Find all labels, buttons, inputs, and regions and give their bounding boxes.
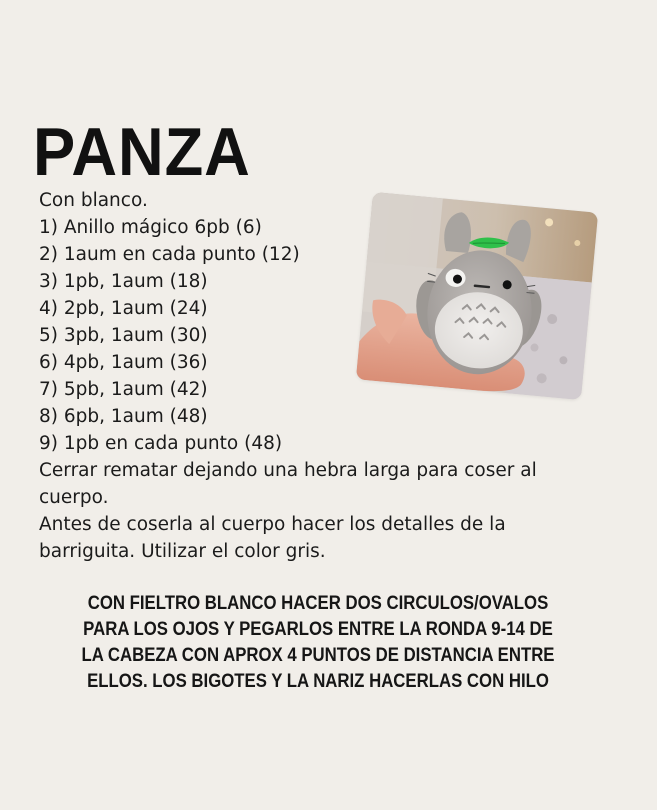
notice-line-2: PARA LOS OJOS Y PEGARLOS ENTRE LA RONDA 9-14 DE (83, 618, 553, 640)
page-title: PANZA (33, 114, 251, 190)
round-5: 5) 3pb, 1aum (30) (39, 325, 208, 346)
round-8: 8) 6pb, 1aum (48) (39, 406, 208, 427)
round-9: 9) 1pb en cada punto (48) (39, 433, 283, 454)
round-7: 7) 5pb, 1aum (42) (39, 379, 208, 400)
round-6: 6) 4pb, 1aum (36) (39, 352, 208, 373)
finishing-line-2: cuerpo. (39, 487, 109, 508)
totoro-illustration (356, 192, 598, 400)
notice-line-1: CON FIELTRO BLANCO HACER DOS CIRCULOS/OVALOS (87, 592, 549, 614)
finishing-line-3: Antes de coserla al cuerpo hacer los detalles de la (39, 514, 506, 535)
totoro-amigurumi-photo (356, 192, 598, 400)
felt-eyes-notice (18, 590, 618, 694)
round-1: 1) Anillo mágico 6pb (6) (39, 217, 262, 238)
notice-line-4: ELLOS. LOS BIGOTES Y LA NARIZ HACERLAS CON HILO (87, 670, 549, 692)
round-2: 2) 1aum en cada punto (12) (39, 244, 300, 265)
finishing-line-1: Cerrar rematar dejando una hebra larga para coser al (39, 460, 537, 481)
color-note: Con blanco. (39, 190, 148, 211)
round-4: 4) 2pb, 1aum (24) (39, 298, 208, 319)
round-3: 3) 1pb, 1aum (18) (39, 271, 208, 292)
notice-line-3: LA CABEZA CON APROX 4 PUNTOS DE DISTANCIA ENTRE (81, 644, 555, 666)
finishing-line-4: barriguita. Utilizar el color gris. (39, 541, 326, 562)
